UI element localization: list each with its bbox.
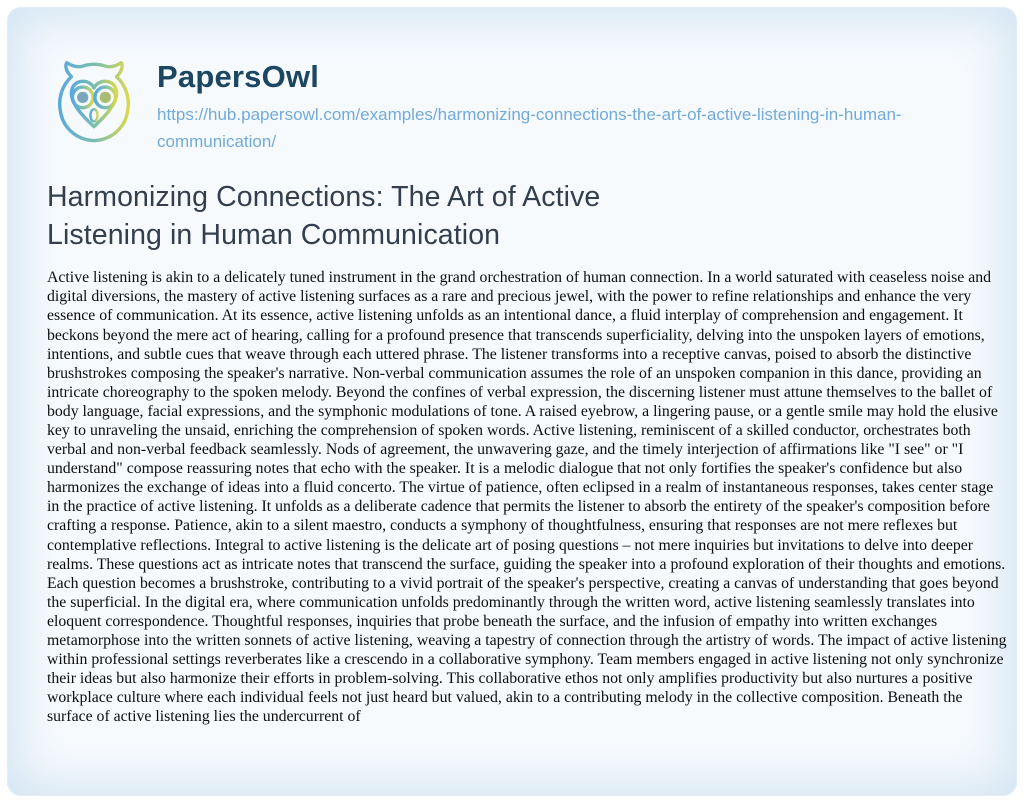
document-card	[7, 7, 1017, 796]
page-frame	[7, 7, 1017, 796]
page-title: Harmonizing Connections: The Art of Active Listening in Human Communication	[47, 181, 601, 251]
source-url-link[interactable]: https://hub.papersowl.com/examples/harmonizing-connections-the-art-of-active-listening-in-human-communication/	[157, 104, 902, 151]
brand-name: PapersOwl	[157, 59, 320, 94]
article-body: Active listening is akin to a delicately tuned instrument in the grand orchestration of human connection. In a world saturated with ceaseless noise and digital diversions, the mastery of active listening surfaces as a rare and precious jewel, with the power to refine relationships and enhance the very essence of communication. At its essence, active listening unfolds as an intentional dance, a fluid interplay of comprehension and engagement. It beckons beyond the mere act of hearing, calling for a profound presence that transcends superficiality, delving into the unspoken layers of emotions, intentions, and subtle cues that weave through each uttered phrase. The listener transforms into a receptive canvas, poised to absorb the distinctive brushstrokes composing the speaker's narrative. Non-verbal communication assumes the role of an unspoken companion in this dance, providing an intricate choreography to the spoken melody. Beyond the confines of verbal expression, the discerning listener must attune themselves to the ballet of body language, facial expressions, and the symphonic modulations of tone. A raised eyebrow, a lingering pause, or a gentle smile may hold the elusive key to unraveling the unsaid, enriching the comprehension of spoken words. Active listening, reminiscent of a skilled conductor, orchestrates both verbal and non-verbal feedback seamlessly. Nods of agreement, the unwavering gaze, and the timely interjection of affirmations like "I see" or "I understand" compose reassuring notes that echo with the speaker. It is a melodic dialogue that not only fortifies the speaker's confidence but also harmonizes the exchange of ideas into a fluid concerto. The virtue of patience, often eclipsed in a realm of instantaneous responses, takes center stage in the practice of active listening. It unfolds as a deliberate cadence that permits the listener to absorb the entirety of the speaker's composition before crafting a response. Patience, akin to a silent maestro, conducts a symphony of thoughtfulness, ensuring that responses are not mere reflexes but contemplative reflections. Integral to active listening is the delicate art of posing questions – not mere inquiries but invitations to delve into deeper realms. These questions act as intricate notes that transcend the surface, guiding the speaker into a profound exploration of their thoughts and emotions. Each question becomes a brushstroke, contributing to a vivid portrait of the speaker's perspective, creating a canvas of understanding that goes beyond the superficial. In the digital era, where communication unfolds predominantly through the written word, active listening seamlessly translates into eloquent correspondence. Thoughtful responses, inquiries that probe beneath the surface, and the infusion of empathy into written exchanges metamorphose into the written sonnets of active listening, weaving a tapestry of connection through the artistry of words. The impact of active listening within professional settings reverberates like a crescendo in a collaborative symphony. Team members engaged in active listening not only synchronize their ideas but also harmonize their efforts in problem-solving. This collaborative ethos not only amplifies productivity but also nurtures a positive workplace culture where each individual feels not just heard but valued, akin to a contributing melody in the collective composition. Beneath the surface of active listening lies the undercurrent of	[47, 269, 1007, 726]
papersowl-owl-logo-icon	[47, 57, 141, 151]
site-header	[47, 57, 1001, 155]
brand-block	[157, 57, 937, 155]
